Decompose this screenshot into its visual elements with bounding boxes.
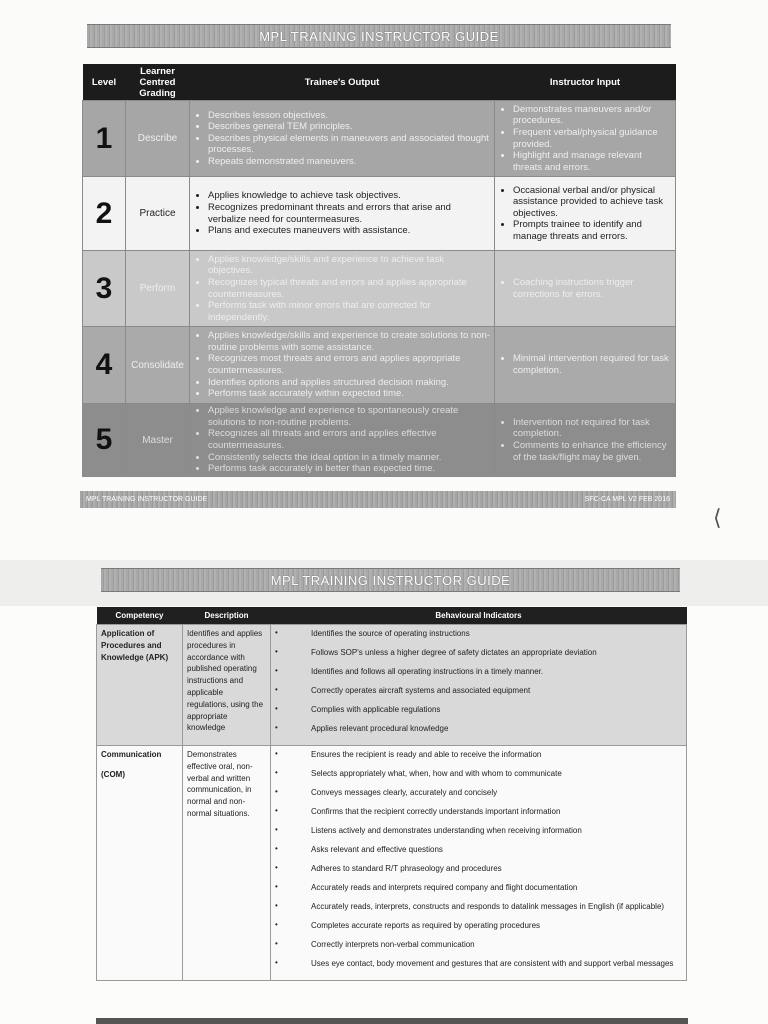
bullet-item: • Minimal intervention required for task completion. — [513, 353, 671, 376]
bullet-glyph: • — [275, 628, 278, 637]
level-number: 3 — [83, 251, 126, 327]
bullet-item: • Recognizes typical threats and errors and applies appropriate countermeasures. — [208, 277, 490, 300]
indicator-text: Uses eye contact, body movement and gestures that are consistent with and support verbal messages — [311, 959, 674, 968]
bullet-glyph: • — [275, 863, 278, 872]
level-name: Perform — [126, 251, 190, 327]
indicator-item — [271, 863, 686, 882]
indicator-item — [271, 628, 686, 647]
indicator-text: Accurately reads and interprets required company and flight documentation — [311, 883, 578, 892]
level-name: Master — [126, 404, 190, 477]
level-number: 2 — [83, 177, 126, 251]
bullet-item: • Consistently selects the ideal option in a timely manner. — [208, 452, 490, 464]
indicator-text: Accurately reads, interprets, constructs and responds to datalink messages in English (if applicable) — [311, 902, 665, 911]
bullet-item: • Describes general TEM principles. — [208, 121, 490, 133]
indicator-item — [271, 939, 686, 958]
indicator-item — [271, 704, 686, 723]
level-number: 5 — [83, 404, 126, 477]
bullet-glyph: • — [275, 704, 278, 713]
level-row — [83, 251, 676, 327]
trainee-output — [190, 327, 495, 404]
bullet-glyph: • — [275, 844, 278, 853]
level-number: 4 — [83, 327, 126, 404]
indicator-text: Selects appropriately what, when, how and with whom to communicate — [311, 769, 562, 778]
instructor-input — [495, 177, 676, 251]
page-1-footer — [80, 491, 676, 508]
bullet-glyph: • — [275, 939, 278, 948]
bullet-item: • Applies knowledge/skills and experience to create solutions to non-routine problems with some assistance. — [208, 330, 490, 353]
bullet-item: • Applies knowledge to achieve task objectives. — [208, 190, 490, 202]
indicator-text: Correctly operates aircraft systems and associated equipment — [311, 686, 531, 695]
indicator-text: Conveys messages clearly, accurately and concisely — [311, 788, 498, 797]
indicator-item — [271, 882, 686, 901]
bullet-item: • Identifies options and applies structured decision making. — [208, 377, 490, 389]
indicator-text: Ensures the recipient is ready and able to receive the information — [311, 750, 542, 759]
indicator-text: Complies with applicable regulations — [311, 705, 441, 714]
header-grading: Learner Centred Grading — [126, 64, 190, 101]
header-input: Instructor Input — [495, 64, 676, 101]
indicator-text: Completes accurate reports as required by operating procedures — [311, 921, 541, 930]
competency-description: Identifies and applies procedures in accordance with published operating instructions and applicable regulations, using the appropriate knowledge — [183, 625, 271, 746]
indicator-text: Asks relevant and effective questions — [311, 845, 443, 854]
bullet-item: • Describes physical elements in maneuvers and associated thought processes. — [208, 133, 490, 156]
bullet-item: • Demonstrates maneuvers and/or procedures. — [513, 104, 671, 127]
bullet-glyph: • — [275, 647, 278, 656]
bullet-glyph: • — [275, 825, 278, 834]
competency-row-apk — [97, 625, 687, 746]
pen-mark-icon: ⟨ — [713, 505, 722, 530]
bullet-item: • Performs task with minor errors that are corrected for independently. — [208, 300, 490, 323]
indicator-item — [271, 647, 686, 666]
competency-row-com — [97, 746, 687, 981]
bullet-glyph: • — [275, 685, 278, 694]
bullet-item: • Frequent verbal/physical guidance provided. — [513, 127, 671, 150]
bullet-item: • Repeats demonstrated maneuvers. — [208, 156, 490, 168]
indicator-item — [271, 958, 686, 977]
bullet-item: • Recognizes predominant threats and errors that arise and verbalize need for countermeasures. — [208, 202, 490, 225]
trainee-output — [190, 404, 495, 477]
bullet-item: • Applies knowledge and experience to spontaneously create solutions to non-routine problems. — [208, 405, 490, 428]
bullet-item: • Applies knowledge/skills and experience to achieve task objectives. — [208, 254, 490, 277]
footer-left: MPL TRAINING INSTRUCTOR GUIDE — [86, 496, 208, 503]
bullet-glyph: • — [275, 882, 278, 891]
bullet-glyph: • — [275, 806, 278, 815]
bullet-item: • Highlight and manage relevant threats and errors. — [513, 150, 671, 173]
indicator-text: Applies relevant procedural knowledge — [311, 724, 449, 733]
bullet-item: • Comments to enhance the efficiency of the task/flight may be given. — [513, 440, 671, 463]
bullet-glyph: • — [275, 723, 278, 732]
indicator-item — [271, 825, 686, 844]
competency-name: Application of Procedures and Knowledge (APK) — [97, 625, 183, 746]
trainee-output — [190, 251, 495, 327]
indicator-text: Adheres to standard R/T phraseology and procedures — [311, 864, 502, 873]
level-name: Practice — [126, 177, 190, 251]
bullet-glyph: • — [275, 901, 278, 910]
bullet-glyph: • — [275, 666, 278, 675]
indicator-item — [271, 806, 686, 825]
bullet-item: • Describes lesson objectives. — [208, 110, 490, 122]
competency-code: (COM) — [101, 770, 125, 779]
level-number: 1 — [83, 101, 126, 177]
instructor-input — [495, 251, 676, 327]
indicator-text: Correctly interprets non-verbal communication — [311, 940, 475, 949]
bullet-item: • Intervention not required for task completion. — [513, 417, 671, 440]
indicator-text: Listens actively and demonstrates understanding when receiving information — [311, 826, 582, 835]
competency-name — [97, 746, 183, 981]
indicator-item — [271, 768, 686, 787]
indicator-list — [271, 746, 687, 981]
header-description: Description — [183, 607, 271, 625]
indicator-item — [271, 844, 686, 863]
level-row — [83, 177, 676, 251]
bullet-glyph: • — [275, 920, 278, 929]
indicator-item — [271, 723, 686, 742]
instructor-input — [495, 327, 676, 404]
indicator-text: Identifies the source of operating instructions — [311, 629, 470, 638]
footer-right: SFC-CA MPL V2 FEB 2016 — [584, 496, 670, 503]
bullet-item: • Recognizes most threats and errors and applies appropriate countermeasures. — [208, 353, 490, 376]
instructor-input — [495, 101, 676, 177]
level-row — [83, 404, 676, 477]
bullet-item: • Prompts trainee to identify and manage threats and errors. — [513, 219, 671, 242]
bullet-item: • Performs task accurately within expected time. — [208, 388, 490, 400]
level-name: Describe — [126, 101, 190, 177]
bullet-item: • Plans and executes maneuvers with assistance. — [208, 225, 490, 237]
indicator-text: Follows SOP's unless a higher degree of safety dictates an appropriate deviation — [311, 648, 597, 657]
indicator-item — [271, 901, 686, 920]
indicator-item — [271, 787, 686, 806]
indicator-item — [271, 666, 686, 685]
indicator-item — [271, 920, 686, 939]
competency-table — [96, 607, 687, 981]
header-output: Trainee's Output — [190, 64, 495, 101]
bullet-item: • Performs task accurately in better than expected time. — [208, 463, 490, 475]
indicator-item — [271, 749, 686, 768]
bullet-glyph: • — [275, 958, 278, 967]
page-1-banner: MPL TRAINING INSTRUCTOR GUIDE — [87, 24, 671, 48]
trainee-output — [190, 101, 495, 177]
indicator-list — [271, 625, 687, 746]
header-level: Level — [83, 64, 126, 101]
bullet-glyph: • — [275, 749, 278, 758]
header-competency: Competency — [97, 607, 183, 625]
competency-title: Communication — [101, 750, 162, 759]
level-row — [83, 327, 676, 404]
instructor-input — [495, 404, 676, 477]
bullet-item: • Coaching instructions trigger corrections for errors. — [513, 277, 671, 300]
bullet-item: • Recognizes all threats and errors and applies effective countermeasures. — [208, 428, 490, 451]
grading-levels-table — [82, 64, 676, 477]
competency-description: Demonstrates effective oral, non-verbal and written communication, in normal and non-normal situations. — [183, 746, 271, 981]
bullet-glyph: • — [275, 768, 278, 777]
page-2-banner: MPL TRAINING INSTRUCTOR GUIDE — [101, 568, 680, 592]
level-row — [83, 101, 676, 177]
next-page-banner-edge — [96, 1018, 688, 1024]
bullet-glyph: • — [275, 787, 278, 796]
indicator-text: Identifies and follows all operating instructions in a timely manner. — [311, 667, 544, 676]
level-name: Consolidate — [126, 327, 190, 404]
bullet-item: • Occasional verbal and/or physical assistance provided to achieve task objectives. — [513, 185, 671, 220]
header-indicators: Behavioural Indicators — [271, 607, 687, 625]
indicator-item — [271, 685, 686, 704]
trainee-output — [190, 177, 495, 251]
indicator-text: Confirms that the recipient correctly understands important information — [311, 807, 561, 816]
